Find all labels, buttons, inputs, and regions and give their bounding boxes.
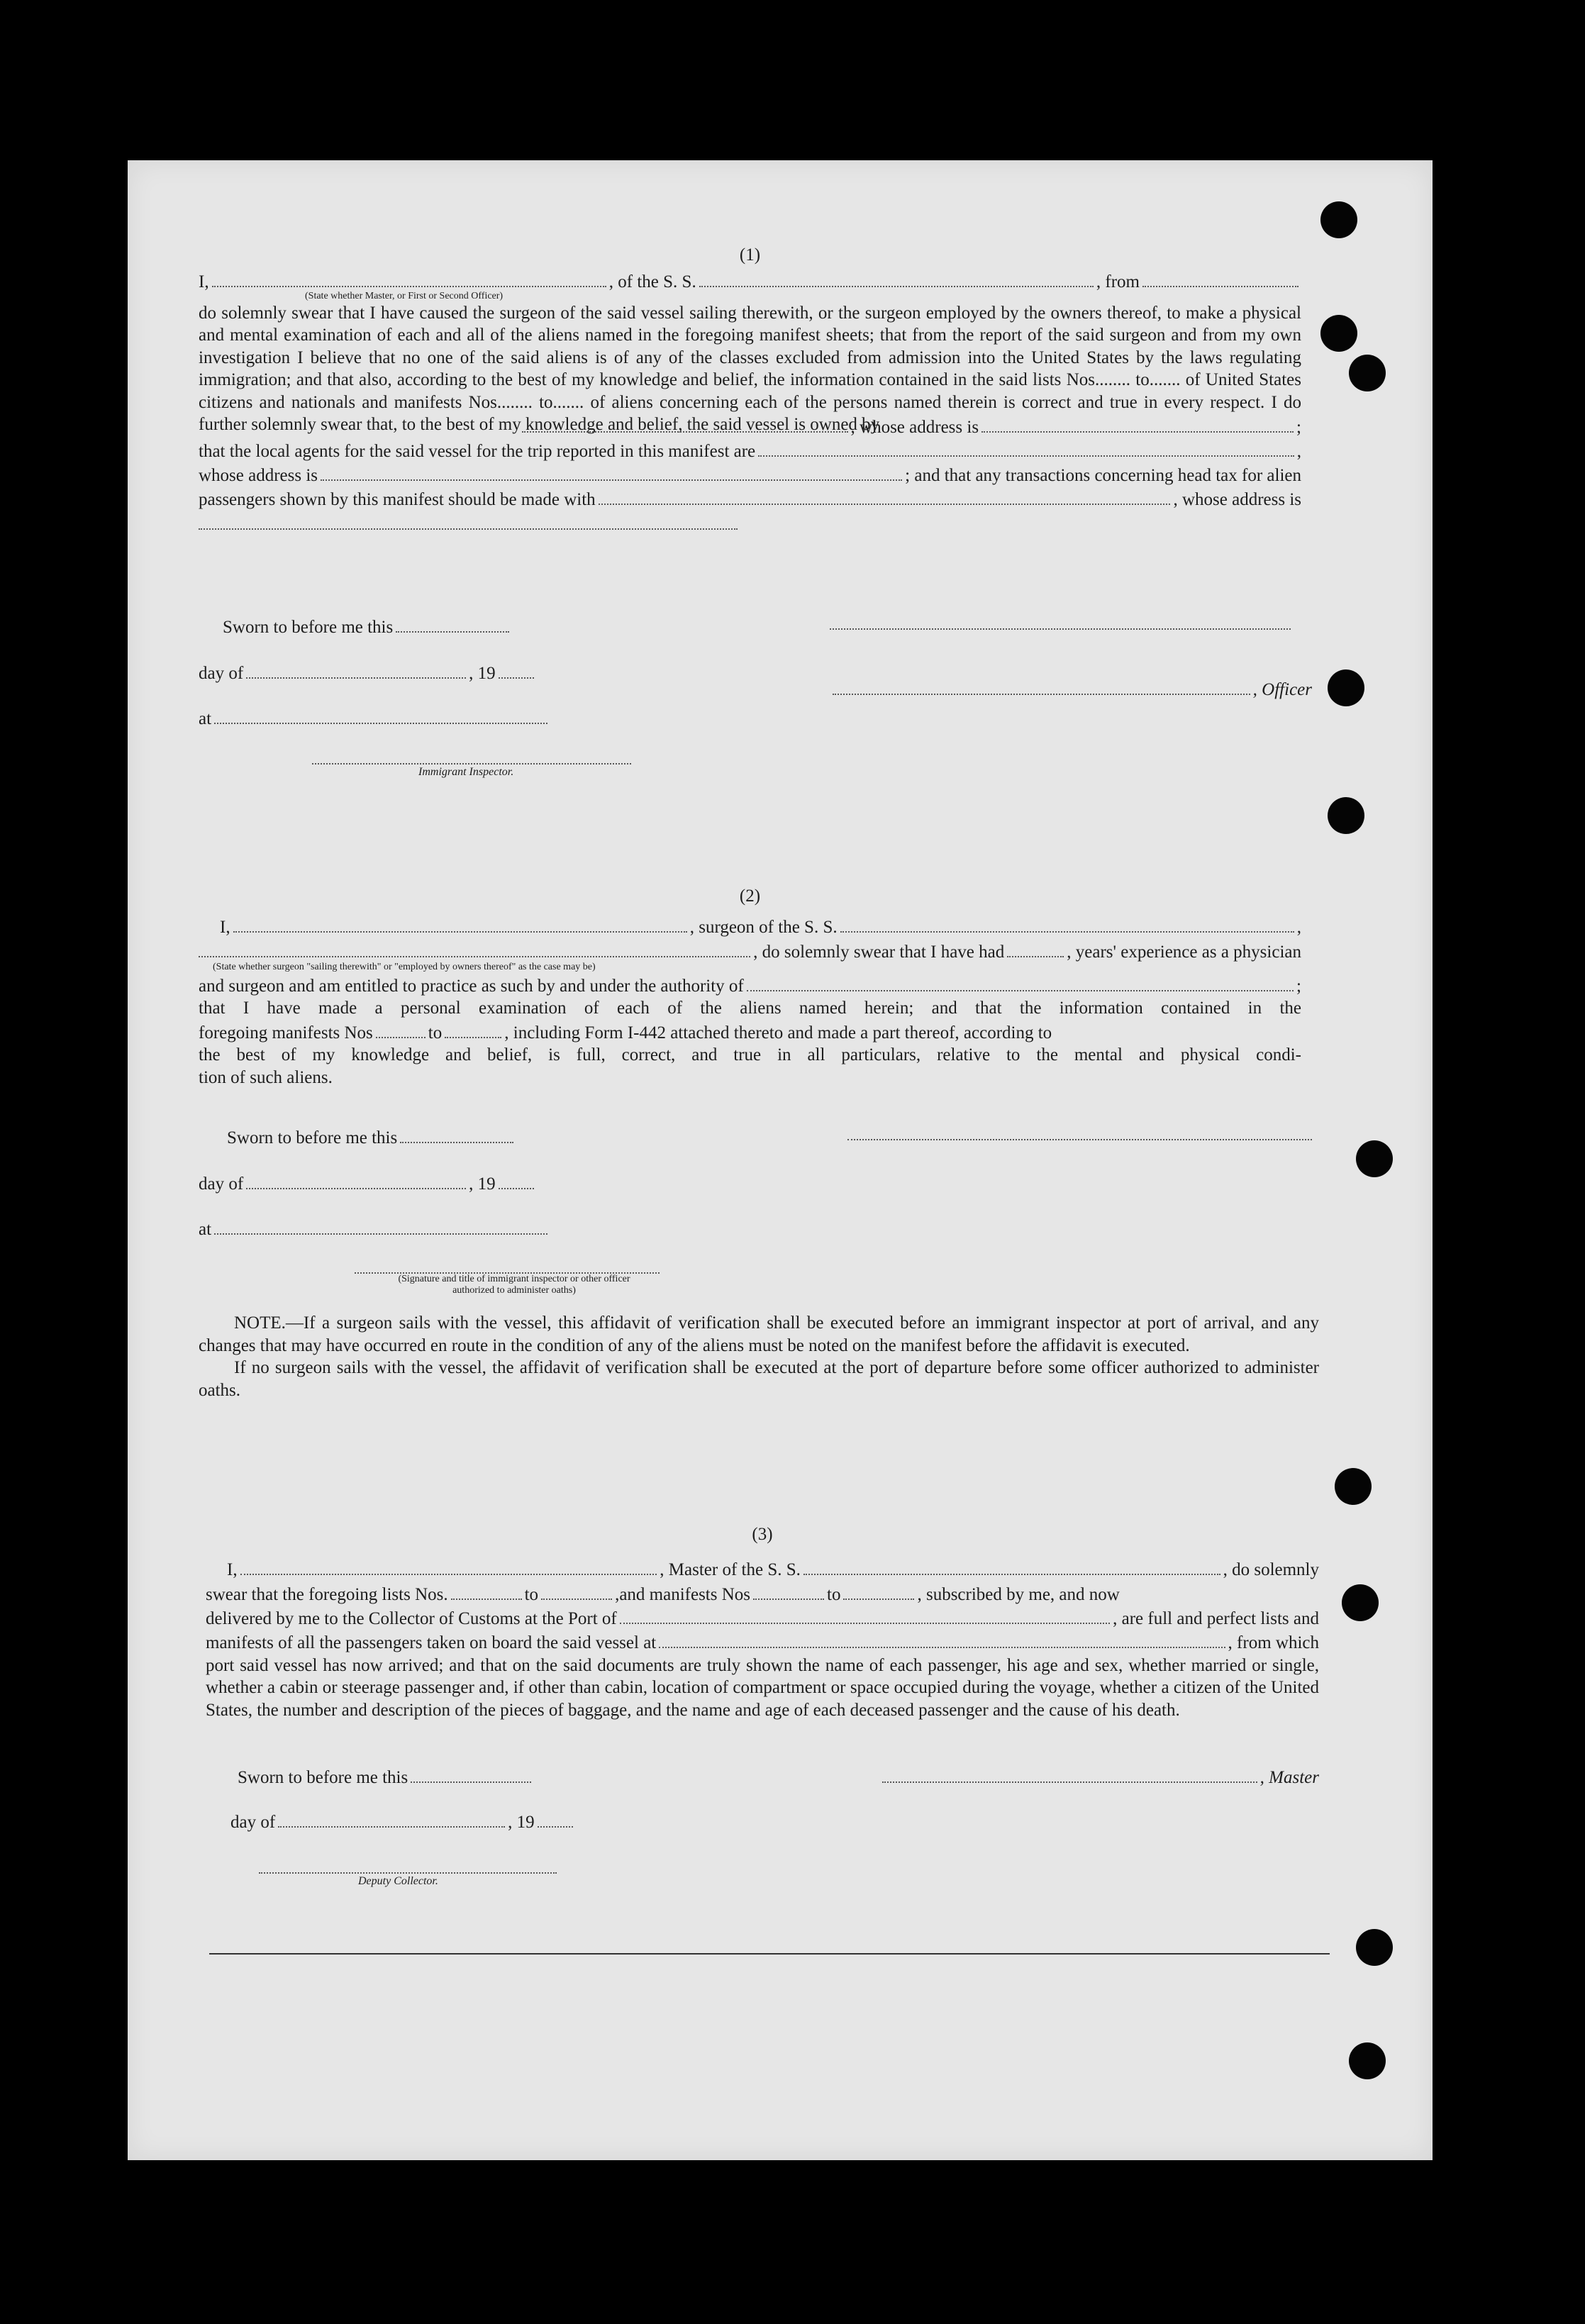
surgeon-body: that I have made a personal examination of each of the aliens named herein; and that the information contained in the bbox=[199, 999, 1301, 1018]
agents-line: that the local agents for the said vessel for the trip reported in this manifest are , bbox=[199, 438, 1301, 462]
sworn-block-3: Sworn to before me this day of , 19 Deputy Collector. bbox=[230, 1764, 727, 1888]
field-caption: (State whether Master, or First or Second Officer) bbox=[305, 290, 504, 301]
place-field[interactable] bbox=[214, 1217, 547, 1235]
punch-hole bbox=[1335, 1468, 1372, 1505]
list-to-field[interactable] bbox=[541, 1581, 612, 1600]
manifest-to-field[interactable] bbox=[843, 1581, 914, 1600]
head-tax-field[interactable] bbox=[599, 487, 1171, 506]
vessel-field[interactable] bbox=[699, 269, 1094, 288]
punch-hole bbox=[1328, 797, 1364, 834]
affidavit-master-arrival: (3) I, , Master of the S. S. , do solemnly swear that the foregoing lists Nos. to ,and manifests Nos to , subscribed by me, and now delivered by me to the Collector of Customs at the Port of , are full and perfect lists and manifests of all the passengers taken on board the said vessel at , from which port said vessel has now arrived; and that on the said documents are truly shown the name of each passenger, his age and sex, whether married or single, whether a cabin or steerage passenger and, if other than cabin, location of compartment or space occupied during the voyage, whether a citizen of the United States, the number and description of the pieces of baggage, and the name and age of each deceased passenger and the cause of his death. bbox=[206, 1525, 1320, 1720]
master-signature-line[interactable] bbox=[882, 1764, 1257, 1783]
list-from-field[interactable] bbox=[451, 1581, 522, 1600]
agents-field[interactable] bbox=[758, 438, 1294, 457]
affidavit-surgeon: (2) I, , surgeon of the S. S. , , do solemnly swear that I have had , years' experience as a physician (State whether surgeon "sailing therewith" or "employed by owners thereof" as the case may be) and surgeon and am entitled to practice as such by and under the authority of ; that I have made a personal examination of each of the aliens named herein; and that the information contained in the foregoing manifests Nos to , including Form I-442 attached thereto and made a part thereof, according to the best of my knowledge and belief, is full, correct, and true in all particulars, relative to the mental and physical condi- tion of such aliens. bbox=[199, 886, 1302, 1087]
affidavit-master bbox=[199, 244, 1301, 530]
year-field[interactable] bbox=[538, 1809, 573, 1828]
sworn-block-1: Sworn to before me this day of , 19 at Immigrant Inspector. bbox=[199, 614, 695, 779]
officer-signature-block: , Officer bbox=[830, 614, 1312, 700]
owner-line: , whose address is ; bbox=[199, 414, 1301, 438]
punch-hole bbox=[1356, 1140, 1393, 1177]
address-continuation bbox=[199, 511, 1301, 530]
day-field[interactable] bbox=[246, 1171, 466, 1189]
section-number: (2) bbox=[739, 886, 761, 906]
surgeon-signature-line[interactable] bbox=[847, 1125, 1312, 1140]
officer-name-line[interactable] bbox=[830, 614, 1291, 630]
punch-hole bbox=[1320, 201, 1357, 238]
authority-field[interactable] bbox=[747, 973, 1294, 991]
year-field[interactable] bbox=[499, 1171, 534, 1189]
punch-hole bbox=[1342, 1584, 1379, 1621]
experience-line: , do solemnly swear that I have had , years' experience as a physician bbox=[199, 939, 1301, 963]
bottom-rule bbox=[209, 1953, 1330, 1955]
master-signature-block: , Master bbox=[879, 1764, 1319, 1788]
sworn-date-field[interactable] bbox=[411, 1764, 531, 1783]
embark-port-field[interactable] bbox=[659, 1630, 1225, 1648]
oath-line: I, , of the S. S. , from bbox=[199, 269, 1301, 294]
punch-hole bbox=[1349, 2042, 1386, 2079]
officer-signature-line[interactable] bbox=[833, 677, 1250, 695]
head-tax-line: passengers shown by this manifest should be made with , whose address is bbox=[199, 487, 1301, 511]
sworn-date-field[interactable] bbox=[396, 614, 509, 633]
vessel-field[interactable] bbox=[803, 1557, 1220, 1576]
agents-address-line: whose address is ; and that any transactions concerning head tax for alien bbox=[199, 462, 1301, 487]
surgeon-name-field[interactable] bbox=[233, 915, 687, 933]
manifest-to-field[interactable] bbox=[445, 1020, 501, 1038]
years-field[interactable] bbox=[1007, 939, 1064, 957]
from-field[interactable] bbox=[1142, 269, 1298, 288]
punch-hole bbox=[1320, 315, 1357, 352]
agents-address-field[interactable] bbox=[321, 462, 902, 481]
punch-hole bbox=[1349, 355, 1386, 391]
oath-body: do solemnly swear that I have caused the surgeon of the said vessel sailing therewith, or the surgeon employed by the owners thereof, to make a physical and mental examination of each and all of the aliens named in the foregoing manifest sheets; that from the report of the said surgeon and from my own investigation I believe that no one of the said aliens is of any of the classes excluded from admission into the United States by the laws regulating immigration; and that also, according to the best of my knowledge and belief, the information contained in the said lists Nos........ to....... of United States citizens and nationals and manifests Nos........ to....... of aliens concerning each of the persons named therein is correct and true in every respect. I do further solemnly swear that, to the best of my knowledge and belief, the said vessel is owned by bbox=[199, 303, 1301, 435]
master-line: I, , Master of the S. S. , do solemnly bbox=[227, 1557, 1319, 1581]
section-number: (3) bbox=[752, 1525, 773, 1544]
surgeon-signature-block bbox=[847, 1125, 1312, 1140]
surgeon-status-field[interactable] bbox=[199, 939, 750, 957]
port-line: delivered by me to the Collector of Customs at the Port of , are full and perfect lists and bbox=[206, 1606, 1319, 1630]
master-name-field[interactable] bbox=[240, 1557, 657, 1576]
place-field[interactable] bbox=[214, 706, 547, 725]
sworn-date-field[interactable] bbox=[400, 1125, 513, 1143]
section-number: (1) bbox=[739, 245, 761, 265]
manifest-from-field[interactable] bbox=[753, 1581, 824, 1600]
deputy-signature-line[interactable] bbox=[259, 1858, 557, 1874]
head-tax-address-field[interactable] bbox=[199, 511, 738, 530]
manifest-nos-line: foregoing manifests Nos to , including Form I-442 attached thereto and made a part thereof, according to bbox=[199, 1020, 1301, 1044]
owner-field[interactable] bbox=[522, 414, 848, 433]
owner-address-field[interactable] bbox=[981, 414, 1294, 433]
port-field[interactable] bbox=[620, 1606, 1110, 1624]
surgeon-line: I, , surgeon of the S. S. , bbox=[220, 915, 1301, 939]
day-field[interactable] bbox=[278, 1809, 505, 1828]
punch-hole bbox=[1356, 1929, 1393, 1966]
year-field[interactable] bbox=[499, 660, 534, 679]
inspector-signature-line[interactable] bbox=[312, 749, 631, 765]
sworn-block-2: Sworn to before me this day of , 19 at (Signature and title of immigrant inspector or other officer authorized to administer oaths) bbox=[199, 1125, 695, 1296]
note-block: NOTE.—If a surgeon sails with the vessel, this affidavit of verification shall be executed before an immigrant inspector at port of arrival, and any changes that may have occurred en route in the condition of any of the aliens must be noted on the manifest before the affidavit is executed. If no surgeon sails with the vessel, the affidavit of verification shall be executed at the port of departure before some officer authorized to administer oaths. bbox=[199, 1313, 1319, 1400]
official-signature-line[interactable] bbox=[355, 1258, 660, 1274]
name-field[interactable] bbox=[212, 269, 606, 288]
punch-hole bbox=[1328, 669, 1364, 706]
authority-line: and surgeon and am entitled to practice as such by and under the authority of ; bbox=[199, 973, 1301, 997]
embark-line: manifests of all the passengers taken on board the said vessel at , from which bbox=[206, 1630, 1319, 1654]
lists-line: swear that the foregoing lists Nos. to ,and manifests Nos to , subscribed by me, and now bbox=[206, 1581, 1319, 1606]
form-page bbox=[128, 160, 1433, 2160]
field-caption: (State whether surgeon "sailing therewith" or "employed by owners thereof" as the case may be) bbox=[213, 962, 596, 972]
vessel-field[interactable] bbox=[840, 915, 1294, 933]
day-field[interactable] bbox=[246, 660, 466, 679]
manifest-from-field[interactable] bbox=[376, 1020, 426, 1038]
